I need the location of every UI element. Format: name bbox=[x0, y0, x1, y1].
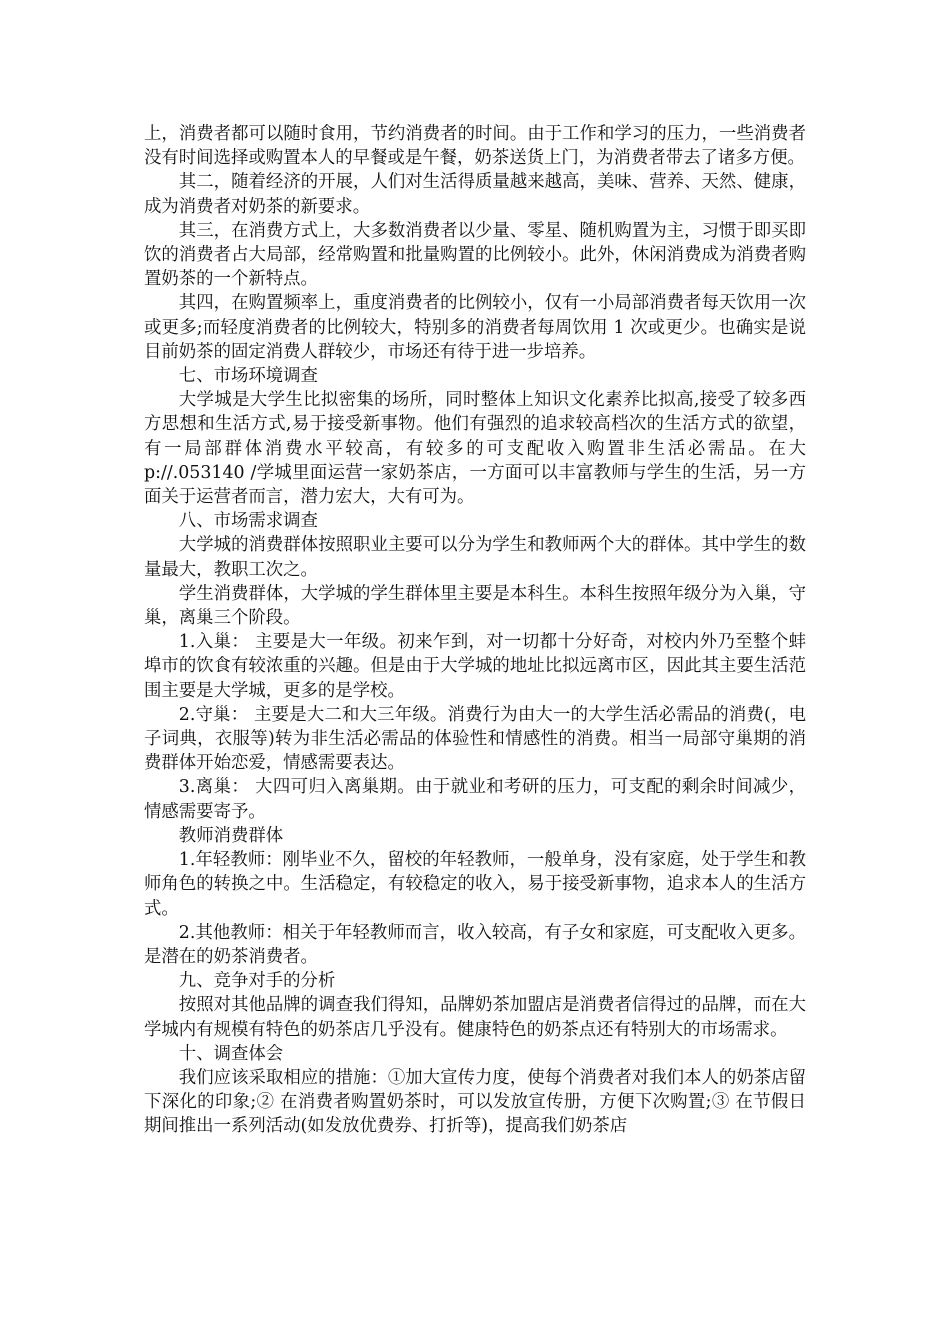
paragraph-point-4: 其四，在购置频率上，重度消费者的比例较小，仅有一小局部消费者每天饮用一次或更多;而轻度消费者的比例较大，特别多的消费者每周饮用 1 次或更少。也确实是说目前奶茶的固定消费人群较少，市场还有待于进一步培养。 bbox=[144, 293, 806, 362]
paragraph-student-group: 学生消费群体，大学城的学生群体里主要是本科生。本科生按照年级分为入巢，守巢，离巢三个阶段。 bbox=[144, 583, 806, 629]
subheading-teacher-group: 教师消费群体 bbox=[178, 825, 284, 846]
paragraph-market-environment: 大学城是大学生比拟密集的场所，同时整体上知识文化素养比拟高,接受了较多西方思想和生活方式,易于接受新事物。他们有强烈的追求较高档次的生活方式的欲望，有一局部群体消费水平较高，有较多的可支配收入购置非生活必需品。在大 p://.053140 /学城里面运营一家奶茶店，一方面可以丰富教师与学生的生活，另一方面关于运营者而言，潜力宏大，大有可为。 bbox=[144, 390, 806, 508]
paragraph-other-teachers: 2.其他教师：相关于年轻教师而言，收入较高，有子女和家庭，可支配收入更多。是潜在的奶茶消费者。 bbox=[144, 922, 806, 967]
paragraph-point-2: 其二，随着经济的开展，人们对生活得质量越来越高，美味、营养、天然、健康，成为消费者对奶茶的新要求。 bbox=[144, 172, 806, 217]
section-heading-7: 七、市场环境调查 bbox=[178, 366, 318, 387]
section-heading-8: 八、市场需求调查 bbox=[178, 511, 318, 532]
paragraph-stage-2: 2.守巢： 主要是大二和大三年级。消费行为由大一的大学生活必需品的消费(，电子词典，衣服等)转为非生活必需品的体验性和情感性的消费。相当一局部守巢期的消费群体开始恋爱，情感需要表达。 bbox=[144, 704, 806, 774]
section-heading-9: 九、竞争对手的分析 bbox=[178, 971, 336, 992]
paragraph-consumer-groups: 大学城的消费群体按照职业主要可以分为学生和教师两个大的群体。其中学生的数量最大，教职工次之。 bbox=[144, 535, 806, 580]
paragraph-stage-3: 3.离巢： 大四可归入离巢期。由于就业和考研的压力，可支配的剩余时间减少，情感需要寄予。 bbox=[144, 777, 806, 822]
paragraph-intro-continued: 上，消费者都可以随时食用，节约消费者的时间。由于工作和学习的压力，一些消费者没有时间选择或购置本人的早餐或是午餐，奶茶送货上门，为消费者带去了诸多方便。 bbox=[144, 124, 806, 169]
paragraph-stage-1: 1.入巢： 主要是大一年级。初来乍到，对一切都十分好奇，对校内外乃至整个蚌埠市的饮食有较浓重的兴趣。但是由于大学城的地址比拟远离市区，因此其主要生活范围主要是大学城，更多的是学校。 bbox=[144, 632, 806, 701]
paragraph-point-3: 其三，在消费方式上，大多数消费者以少量、零星、随机购置为主，习惯于即买即饮的消费者占大局部，经常购置和批量购置的比例较小。此外，休闲消费成为消费者购置奶茶的一个新特点。 bbox=[144, 220, 806, 290]
paragraph-young-teachers: 1.年轻教师：刚毕业不久，留校的年轻教师，一般单身，没有家庭，处于学生和教师角色的转换之中。生活稳定，有较稳定的收入，易于接受新事物，追求本人的生活方式。 bbox=[144, 850, 806, 919]
document-page bbox=[144, 122, 806, 1139]
paragraph-competition: 按照对其他品牌的调查我们得知，品牌奶茶加盟店是消费者信得过的品牌，而在大学城内有规模有特色的奶茶店几乎没有。健康特色的奶茶点还有特别大的市场需求。 bbox=[144, 995, 806, 1040]
paragraph-measures: 我们应该采取相应的措施：①加大宣传力度，使每个消费者对我们本人的奶茶店留下深化的印象;② 在消费者购置奶茶时，可以发放宣传册，方便下次购置;③ 在节假日期间推出一系列活动(如发放优费券、打折等)，提高我们奶茶店 bbox=[144, 1067, 806, 1137]
section-heading-10: 十、调查体会 bbox=[178, 1043, 284, 1064]
